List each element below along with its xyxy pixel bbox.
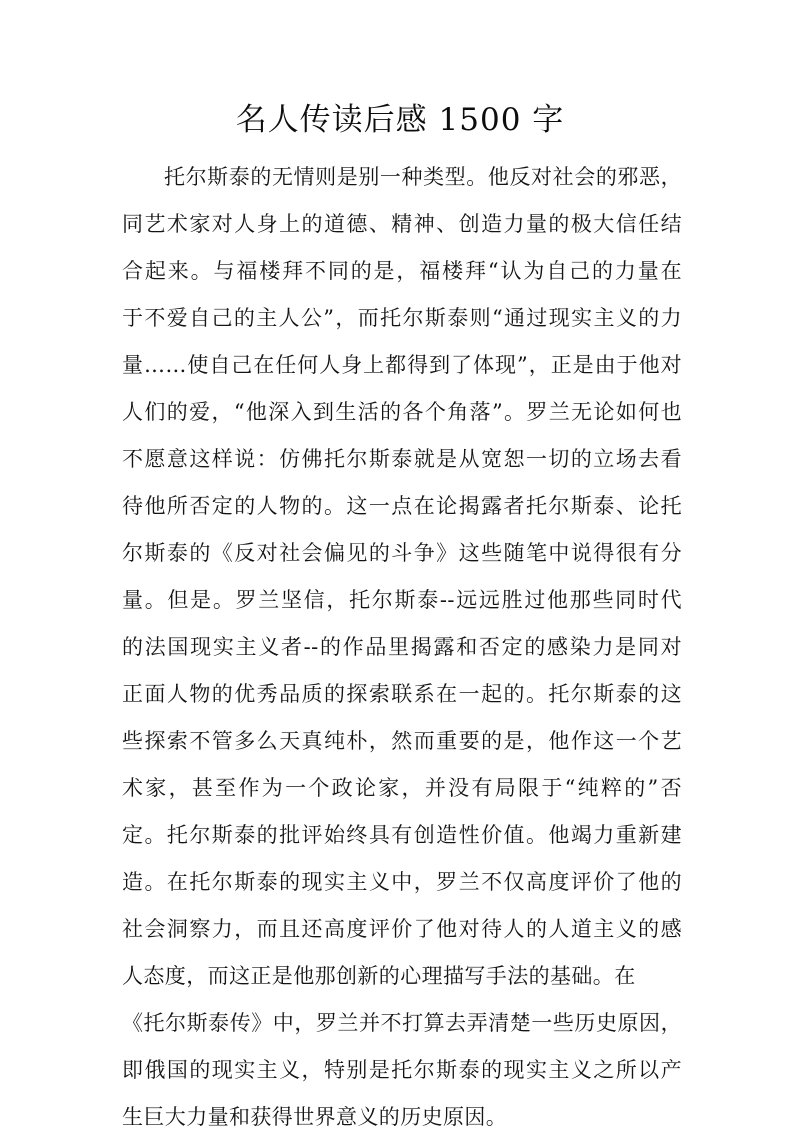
paragraph-line: 《托尔斯泰传》中，罗兰并不打算去弄清楚一些历史原因， [122, 1011, 682, 1035]
paragraph-line: 托尔斯泰的无情则是别一种类型。他反对社会的邪恶， [164, 165, 682, 189]
paragraph-line: 即俄国的现实主义，特别是托尔斯泰的现实主义之所以产 [122, 1058, 682, 1082]
paragraph-line: 不愿意这样说：仿佛托尔斯泰就是从宽恕一切的立场去看 [122, 447, 682, 471]
paragraph-line: 定。托尔斯泰的批评始终具有创造性价值。他竭力重新建 [122, 823, 682, 847]
paragraph-line: 的法国现实主义者--的作品里揭露和否定的感染力是同对 [122, 635, 682, 659]
paragraph-line: 量……使自己在任何人身上都得到了体现”，正是由于他对 [122, 353, 682, 377]
paragraph-line: 正面人物的优秀品质的探索联系在一起的。托尔斯泰的这 [122, 682, 682, 706]
paragraph-line: 量。但是。罗兰坚信，托尔斯泰--远远胜过他那些同时代 [122, 588, 682, 612]
document-title: 名人传读后感 1500 字 [235, 102, 565, 138]
paragraph-line: 术家，甚至作为一个政论家，并没有局限于“纯粹的”否 [122, 776, 682, 800]
paragraph-line: 合起来。与福楼拜不同的是，福楼拜“认为自己的力量在 [122, 259, 682, 283]
paragraph-line: 生巨大力量和获得世界意义的历史原因。 [122, 1105, 508, 1129]
paragraph-line: 待他所否定的人物的。这一点在论揭露者托尔斯泰、论托 [122, 494, 682, 518]
paragraph-line: 同艺术家对人身上的道德、精神、创造力量的极大信任结 [122, 212, 682, 236]
body-paragraph [122, 154, 682, 1141]
paragraph-line: 人们的爱，“他深入到生活的各个角落”。罗兰无论如何也 [122, 400, 682, 424]
paragraph-line: 于不爱自己的主人公”，而托尔斯泰则“通过现实主义的力 [122, 306, 682, 330]
paragraph-line: 尔斯泰的《反对社会偏见的斗争》这些随笔中说得很有分 [122, 541, 682, 565]
paragraph-line: 人态度，而这正是他那创新的心理描写手法的基础。在 [122, 964, 636, 988]
paragraph-line: 些探索不管多么天真纯朴，然而重要的是，他作这一个艺 [122, 729, 682, 753]
paragraph-line: 社会洞察力，而且还高度评价了他对待人的人道主义的感 [122, 917, 682, 941]
paragraph-line: 造。在托尔斯泰的现实主义中，罗兰不仅高度评价了他的 [122, 870, 682, 894]
